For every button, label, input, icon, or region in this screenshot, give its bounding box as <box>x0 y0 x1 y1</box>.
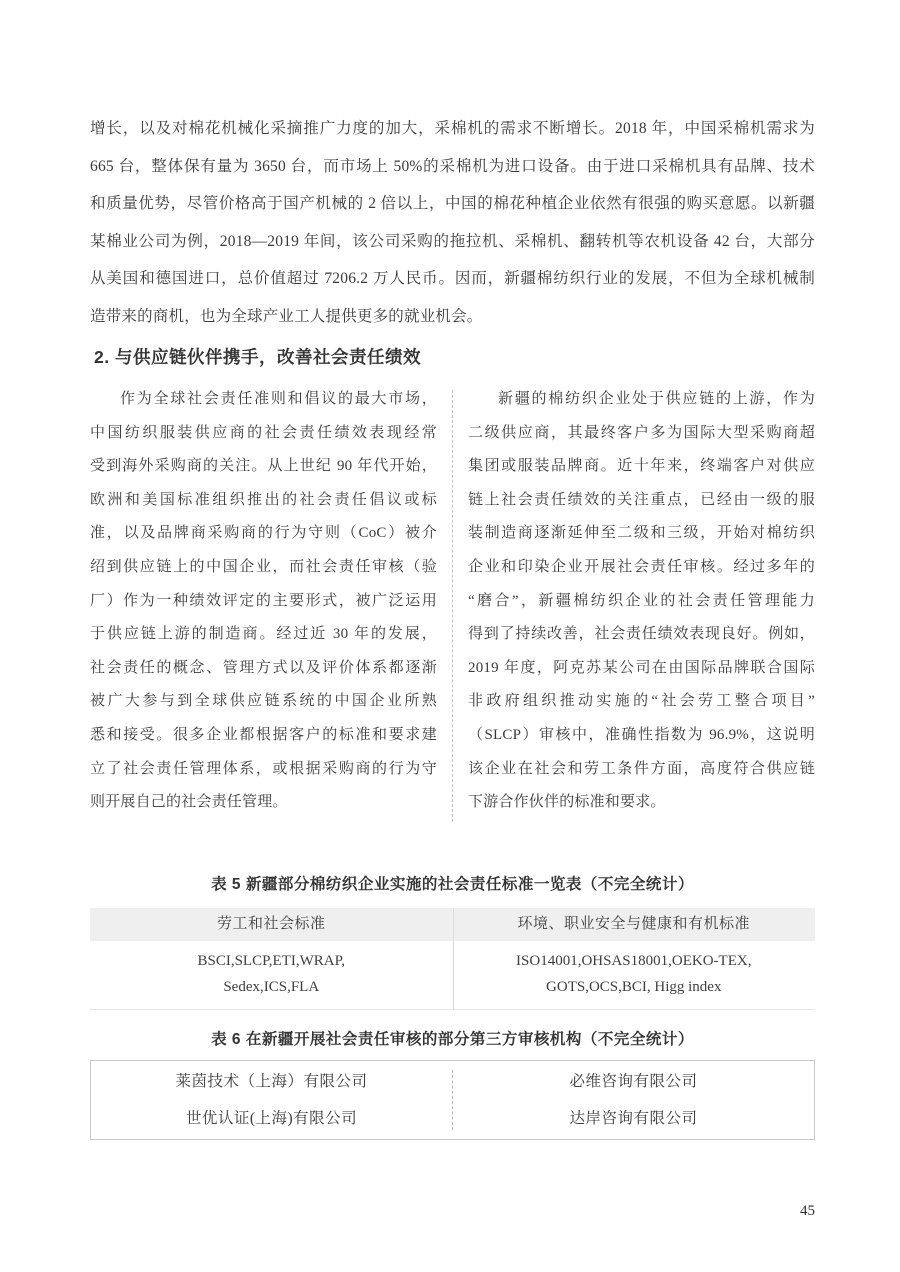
paragraph-line: 立了社会责任管理体系，或根据采购商的行为守 <box>90 760 437 777</box>
table-cell-line: 必维咨询有限公司 <box>569 1073 698 1090</box>
paragraph-line: 装制造商逐渐延伸至二级和三级，开始对棉纺织 <box>468 525 815 542</box>
paragraph-line: 则开展自己的社会责任管理。 <box>90 794 288 811</box>
paragraph-line: 厂）作为一种绩效评定的主要形式，被广泛运用 <box>90 592 437 609</box>
table-cell-line: 达岸咨询有限公司 <box>569 1110 698 1127</box>
paragraph-line: 非政府组织推动实施的“社会劳工整合项目” <box>468 693 815 710</box>
column-divider-rule <box>452 390 453 822</box>
paragraph-line: 欧洲和美国标准组织推出的社会责任倡议或标 <box>90 491 437 508</box>
paragraph-line: 该企业在社会和劳工条件方面，高度符合供应链 <box>468 760 815 777</box>
table5-header-labor: 劳工和社会标准 <box>216 916 326 932</box>
table6-right-column <box>453 1061 814 1139</box>
paragraph-line: 企业和印染企业开展社会责任审核。经过多年的 <box>468 558 815 575</box>
paragraph-line: 某棉业公司为例，2018—2019 年间，该公司采购的拖拉机、采棉机、翻转机等农机设备 42 台，大部分 <box>90 232 815 250</box>
paragraph-line: 2019 年度，阿克苏某公司在由国际品牌联合国际 <box>468 659 815 676</box>
table-cell-line: 莱茵技术（上海）有限公司 <box>175 1073 368 1090</box>
paragraph-line: 下游合作伙伴的标准和要求。 <box>468 794 666 811</box>
table-cell-line: Sedex,ICS,FLA <box>223 979 320 995</box>
paragraph-line: 665 台，整体保有量为 3650 台，而市场上 50%的采棉机为进口设备。由于进口采棉机具有品牌、技术 <box>90 157 815 175</box>
paragraph-line: 新疆的棉纺织企业处于供应链的上游，作为 <box>498 391 815 407</box>
paragraph-line: 从美国和德国进口，总价值超过 7206.2 万人民币。因而，新疆棉纺织行业的发展，不但为全球机械制 <box>90 270 815 288</box>
paragraph-line: 链上社会责任绩效的关注重点，已经由一级的服 <box>468 491 815 508</box>
right-text-column <box>468 383 815 820</box>
paragraph-line: 造带来的商机，也为全球产业工人提供更多的就业机会。 <box>90 307 483 325</box>
table5-standards <box>90 908 815 1010</box>
paragraph-line: 得到了持续改善，社会责任绩效表现良好。例如， <box>468 626 815 643</box>
table-cell-line: ISO14001,OHSAS18001,OEKO-TEX, <box>516 953 752 969</box>
table5-header-environment: 环境、职业安全与健康和有机标准 <box>517 916 750 932</box>
table5-caption: 表 5 新疆部分棉纺织企业实施的社会责任标准一览表（不完全统计） <box>211 876 694 893</box>
intro-paragraph <box>90 110 815 336</box>
table6-auditors <box>90 1060 815 1140</box>
paragraph-line: 增长，以及对棉花机械化采摘推广力度的加大，采棉机的需求不断增长。2018 年，中国采棉机需求为 <box>90 120 815 137</box>
table5-cell-environment-standards <box>453 948 816 1000</box>
paragraph-line: 社会责任的概念、管理方式以及评价体系都逐渐 <box>90 659 437 676</box>
paragraph-line: 悉和接受。很多企业都根据客户的标准和要求建 <box>90 726 437 743</box>
paragraph-line: “磨合”，新疆棉纺织企业的社会责任管理能力 <box>468 592 815 609</box>
paragraph-line: 绍到供应链上的中国企业，而社会责任审核（验 <box>90 558 437 575</box>
table5-column-divider <box>453 908 454 1010</box>
paragraph-line: 二级供应商，其最终客户多为国际大型采购商超 <box>468 424 815 441</box>
paragraph-line: 被广大参与到全球供应链系统的中国企业所熟 <box>90 693 437 710</box>
paragraph-line: 受到海外采购商的关注。从上世纪 90 年代开始， <box>90 458 437 475</box>
left-text-column <box>90 383 437 820</box>
table5-cell-labor-standards <box>90 948 453 1000</box>
paragraph-line: 中国纺织服装供应商的社会责任绩效表现经常 <box>90 424 437 441</box>
paragraph-line: （SLCP）审核中，准确性指数为 96.9%，这说明 <box>468 726 815 743</box>
paragraph-line: 于供应链上游的制造商。经过近 30 年的发展， <box>90 626 437 643</box>
paragraph-line: 集团或服装品牌商。近十年来，终端客户对供应 <box>468 458 815 475</box>
paragraph-line: 作为全球社会责任准则和倡议的最大市场， <box>120 391 437 407</box>
section-heading: 2. 与供应链伙伴携手，改善社会责任绩效 <box>94 347 421 367</box>
page-number: 45 <box>800 1203 815 1219</box>
table-cell-line: GOTS,OCS,BCI, Higg index <box>546 979 722 995</box>
table6-caption: 表 6 在新疆开展社会责任审核的部分第三方审核机构（不完全统计） <box>211 1031 694 1048</box>
table-cell-line: 世优认证(上海)有限公司 <box>185 1110 358 1127</box>
paragraph-line: 和质量优势，尽管价格高于国产机械的 2 倍以上，中国的棉花种植企业依然有很强的购买意愿。以新疆 <box>90 195 815 213</box>
table-cell-line: BSCI,SLCP,ETI,WRAP, <box>197 953 346 969</box>
table6-left-column <box>91 1061 452 1139</box>
paragraph-line: 准，以及品牌商采购商的行为守则（CoC）被介 <box>90 525 437 542</box>
